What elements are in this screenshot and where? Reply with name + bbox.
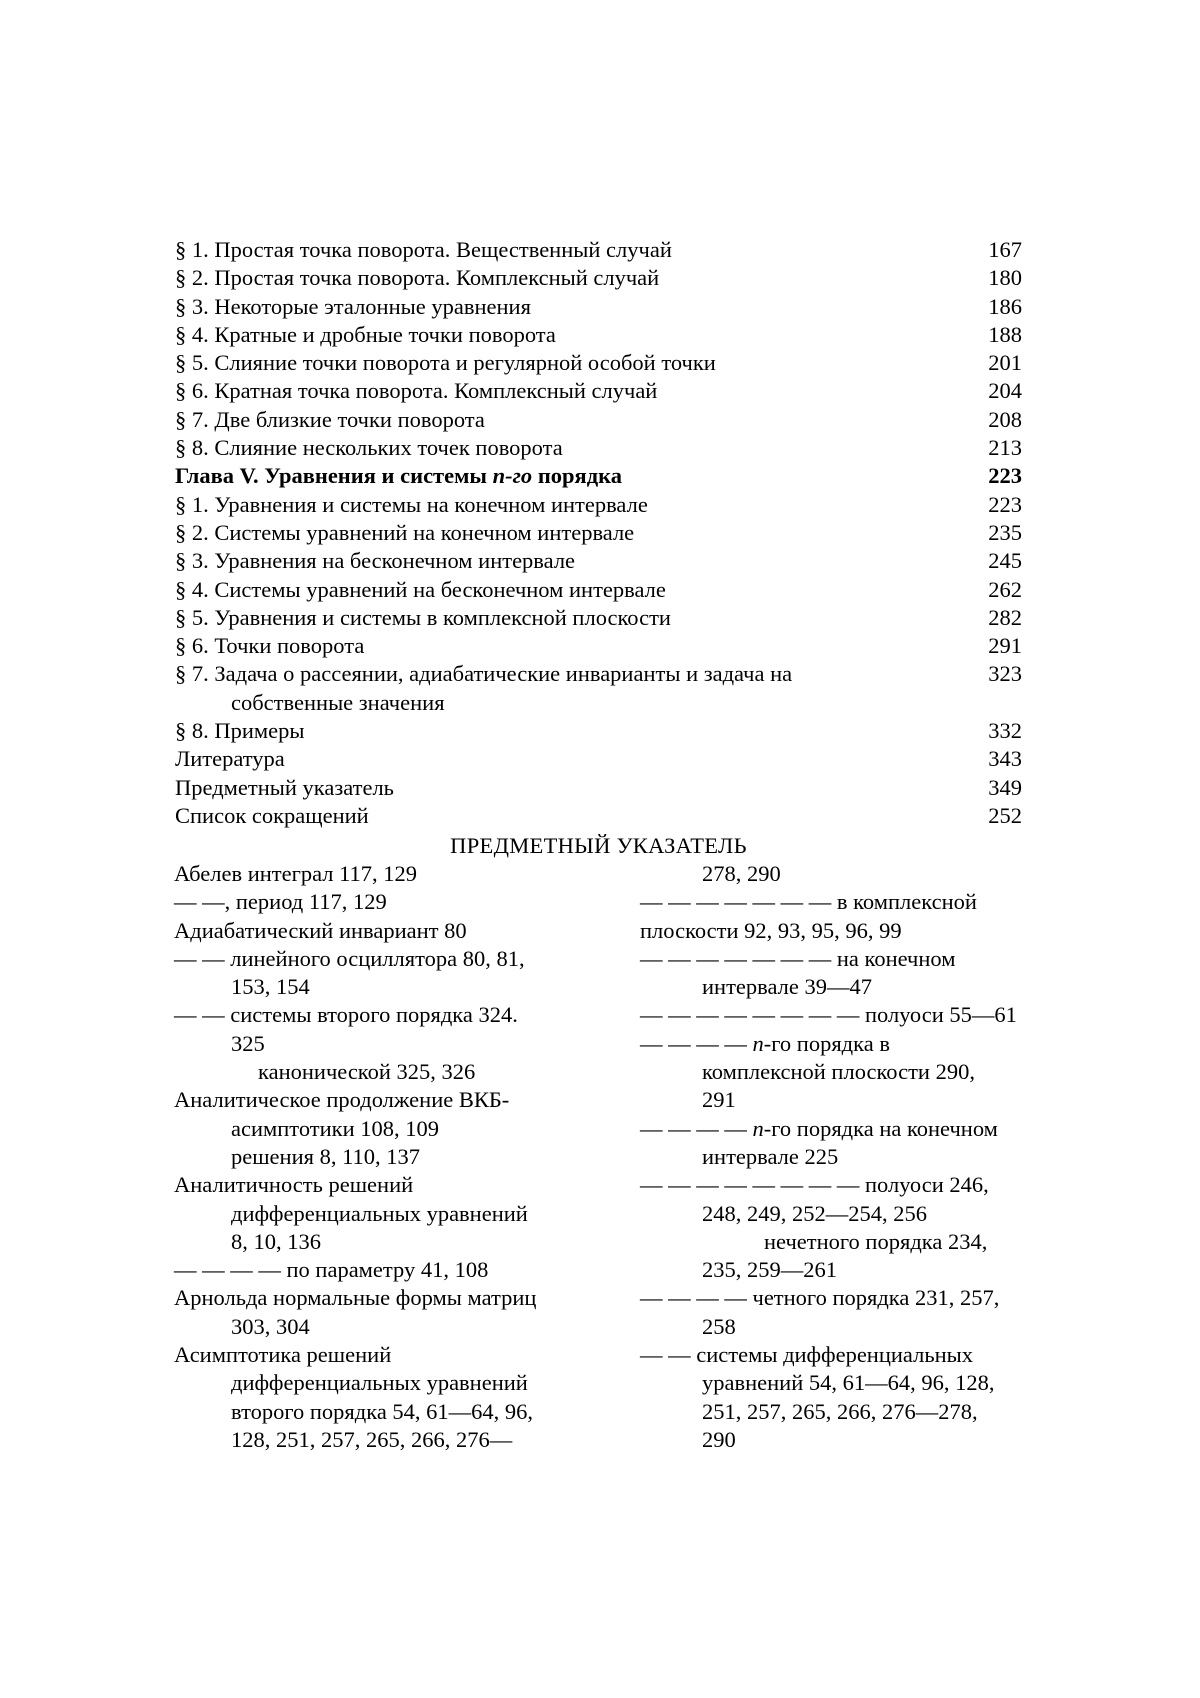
index-line: дифференциальных уравнений (174, 1369, 654, 1397)
index-line: — — — — — — — — полуоси 246, (640, 1171, 1060, 1199)
index-line: Адиабатический инвариант 80 (174, 917, 654, 945)
index-line: Аналитическое продолжение ВКБ- (174, 1086, 654, 1114)
index-title: ПРЕДМЕТНЫЙ УКАЗАТЕЛЬ (175, 832, 1022, 860)
index-line: 128, 251, 257, 265, 266, 276— (174, 1426, 654, 1454)
toc-entry: § 4. Системы уравнений на бесконечном интервале 262 (175, 576, 1022, 604)
toc-entry: § 1. Простая точка поворота. Вещественный случай 167 (175, 236, 1022, 264)
index-line: 8, 10, 136 (174, 1228, 654, 1256)
toc-page-number: 167 (962, 236, 1022, 264)
toc-entry: § 7. Две близкие точки поворота 208 (175, 406, 1022, 434)
index-line: уравнений 54, 61—64, 96, 128, (640, 1369, 1060, 1397)
index-line: 291 (640, 1086, 1060, 1114)
toc-page-number: 186 (962, 293, 1022, 321)
index-line: 278, 290 (640, 860, 1060, 888)
toc-page-number: 180 (962, 264, 1022, 292)
index-line: — —, период 117, 129 (174, 888, 654, 916)
toc-entry: § 6. Кратная точка поворота. Комплексный случай 204 (175, 377, 1022, 405)
index-line: Абелев интеграл 117, 129 (174, 860, 654, 888)
index-line: 325 (174, 1030, 654, 1058)
toc-page-number: 332 (962, 717, 1022, 745)
index-line: — — линейного осциллятора 80, 81, (174, 945, 654, 973)
toc-entry: § 3. Уравнения на бесконечном интервале 245 (175, 547, 1022, 575)
index-line: — — — — по параметру 41, 108 (174, 1256, 654, 1284)
index-line: второго порядка 54, 61—64, 96, (174, 1398, 654, 1426)
toc-page-number: 223 (962, 462, 1022, 490)
index-line: 251, 257, 265, 266, 276—278, (640, 1398, 1060, 1426)
index-line: — — — — — — — на конечном (640, 945, 1060, 973)
index-line: Аналитичность решений (174, 1171, 654, 1199)
toc-entry: § 8. Примеры 332 (175, 717, 1022, 745)
index-line: 303, 304 (174, 1313, 654, 1341)
toc-entry: § 4. Кратные и дробные точки поворота 188 (175, 321, 1022, 349)
toc-entry: § 8. Слияние нескольких точек поворота 213 (175, 434, 1022, 462)
index-line: Асимптотика решений (174, 1341, 654, 1369)
index-line: решения 8, 110, 137 (174, 1143, 654, 1171)
index-line: — — — — n-го порядка в (640, 1030, 1060, 1058)
italic-n: n (753, 1031, 764, 1056)
index-line: 248, 249, 252—254, 256 (640, 1200, 1060, 1228)
index-line: асимптотики 108, 109 (174, 1115, 654, 1143)
toc-entry: § 5. Слияние точки поворота и регулярной особой точки 201 (175, 349, 1022, 377)
toc-page-number: 204 (962, 377, 1022, 405)
index-line: 258 (640, 1313, 1060, 1341)
document-page (0, 0, 1200, 1698)
index-line: 290 (640, 1426, 1060, 1454)
toc-entry: Список сокращений 252 (175, 802, 1022, 830)
index-line: интервале 39—47 (640, 973, 1060, 1001)
toc-entry: § 2. Системы уравнений на конечном интервале 235 (175, 519, 1022, 547)
toc-page-number: 213 (962, 434, 1022, 462)
index-line: — — — — — — — — полуоси 55—61 (640, 1001, 1060, 1029)
toc-entry: § 3. Некоторые эталонные уравнения 186 (175, 293, 1022, 321)
toc-page-number: 252 (962, 802, 1022, 830)
toc-chapter-heading: Глава V. Уравнения и системы n-го порядка 223 (175, 462, 1022, 490)
index-line: нечетного порядка 234, (640, 1228, 1060, 1256)
index-line: — — — — n-го порядка на конечном (640, 1115, 1060, 1143)
toc-entry: Литература 343 (175, 745, 1022, 773)
index-line: комплексной плоскости 290, (640, 1058, 1060, 1086)
index-left-column (174, 860, 654, 1454)
toc-page-number: 245 (962, 547, 1022, 575)
index-line: — — — — четного порядка 231, 257, (640, 1284, 1060, 1312)
toc-entry: § 5. Уравнения и системы в комплексной плоскости 282 (175, 604, 1022, 632)
index-line: плоскости 92, 93, 95, 96, 99 (640, 917, 1060, 945)
toc-page-number: 262 (962, 576, 1022, 604)
toc-entry: Предметный указатель 349 (175, 774, 1022, 802)
italic-n: n (753, 1116, 764, 1141)
toc-page-number: 188 (962, 321, 1022, 349)
index-line: дифференциальных уравнений (174, 1200, 654, 1228)
toc-page-number: 223 (962, 491, 1022, 519)
toc-page-number: 208 (962, 406, 1022, 434)
index-line: канонической 325, 326 (174, 1058, 654, 1086)
index-right-column (640, 860, 1060, 1454)
index-line: интервале 225 (640, 1143, 1060, 1171)
toc-page-number: 291 (962, 632, 1022, 660)
index-line: — — системы дифференциальных (640, 1341, 1060, 1369)
toc-entry: § 6. Точки поворота 291 (175, 632, 1022, 660)
toc-entry: § 1. Уравнения и системы на конечном интервале 223 (175, 491, 1022, 519)
toc-page-number: 343 (962, 745, 1022, 773)
index-line: Арнольда нормальные формы матриц (174, 1284, 654, 1312)
index-line: 153, 154 (174, 973, 654, 1001)
toc-page-number: 282 (962, 604, 1022, 632)
index-line: — — системы второго порядка 324. (174, 1001, 654, 1029)
index-line: — — — — — — — в комплексной (640, 888, 1060, 916)
toc-page-number: 349 (962, 774, 1022, 802)
toc-page-number: 235 (962, 519, 1022, 547)
toc-entry: § 2. Простая точка поворота. Комплексный случай 180 (175, 264, 1022, 292)
table-of-contents (175, 236, 1022, 830)
toc-page-number: 201 (962, 349, 1022, 377)
index-line: 235, 259—261 (640, 1256, 1060, 1284)
toc-entry: § 7. Задача о рассеянии, адиабатические инварианты и задача на собственные значения 323 (175, 660, 1022, 717)
toc-page-number: 323 (962, 660, 1022, 688)
